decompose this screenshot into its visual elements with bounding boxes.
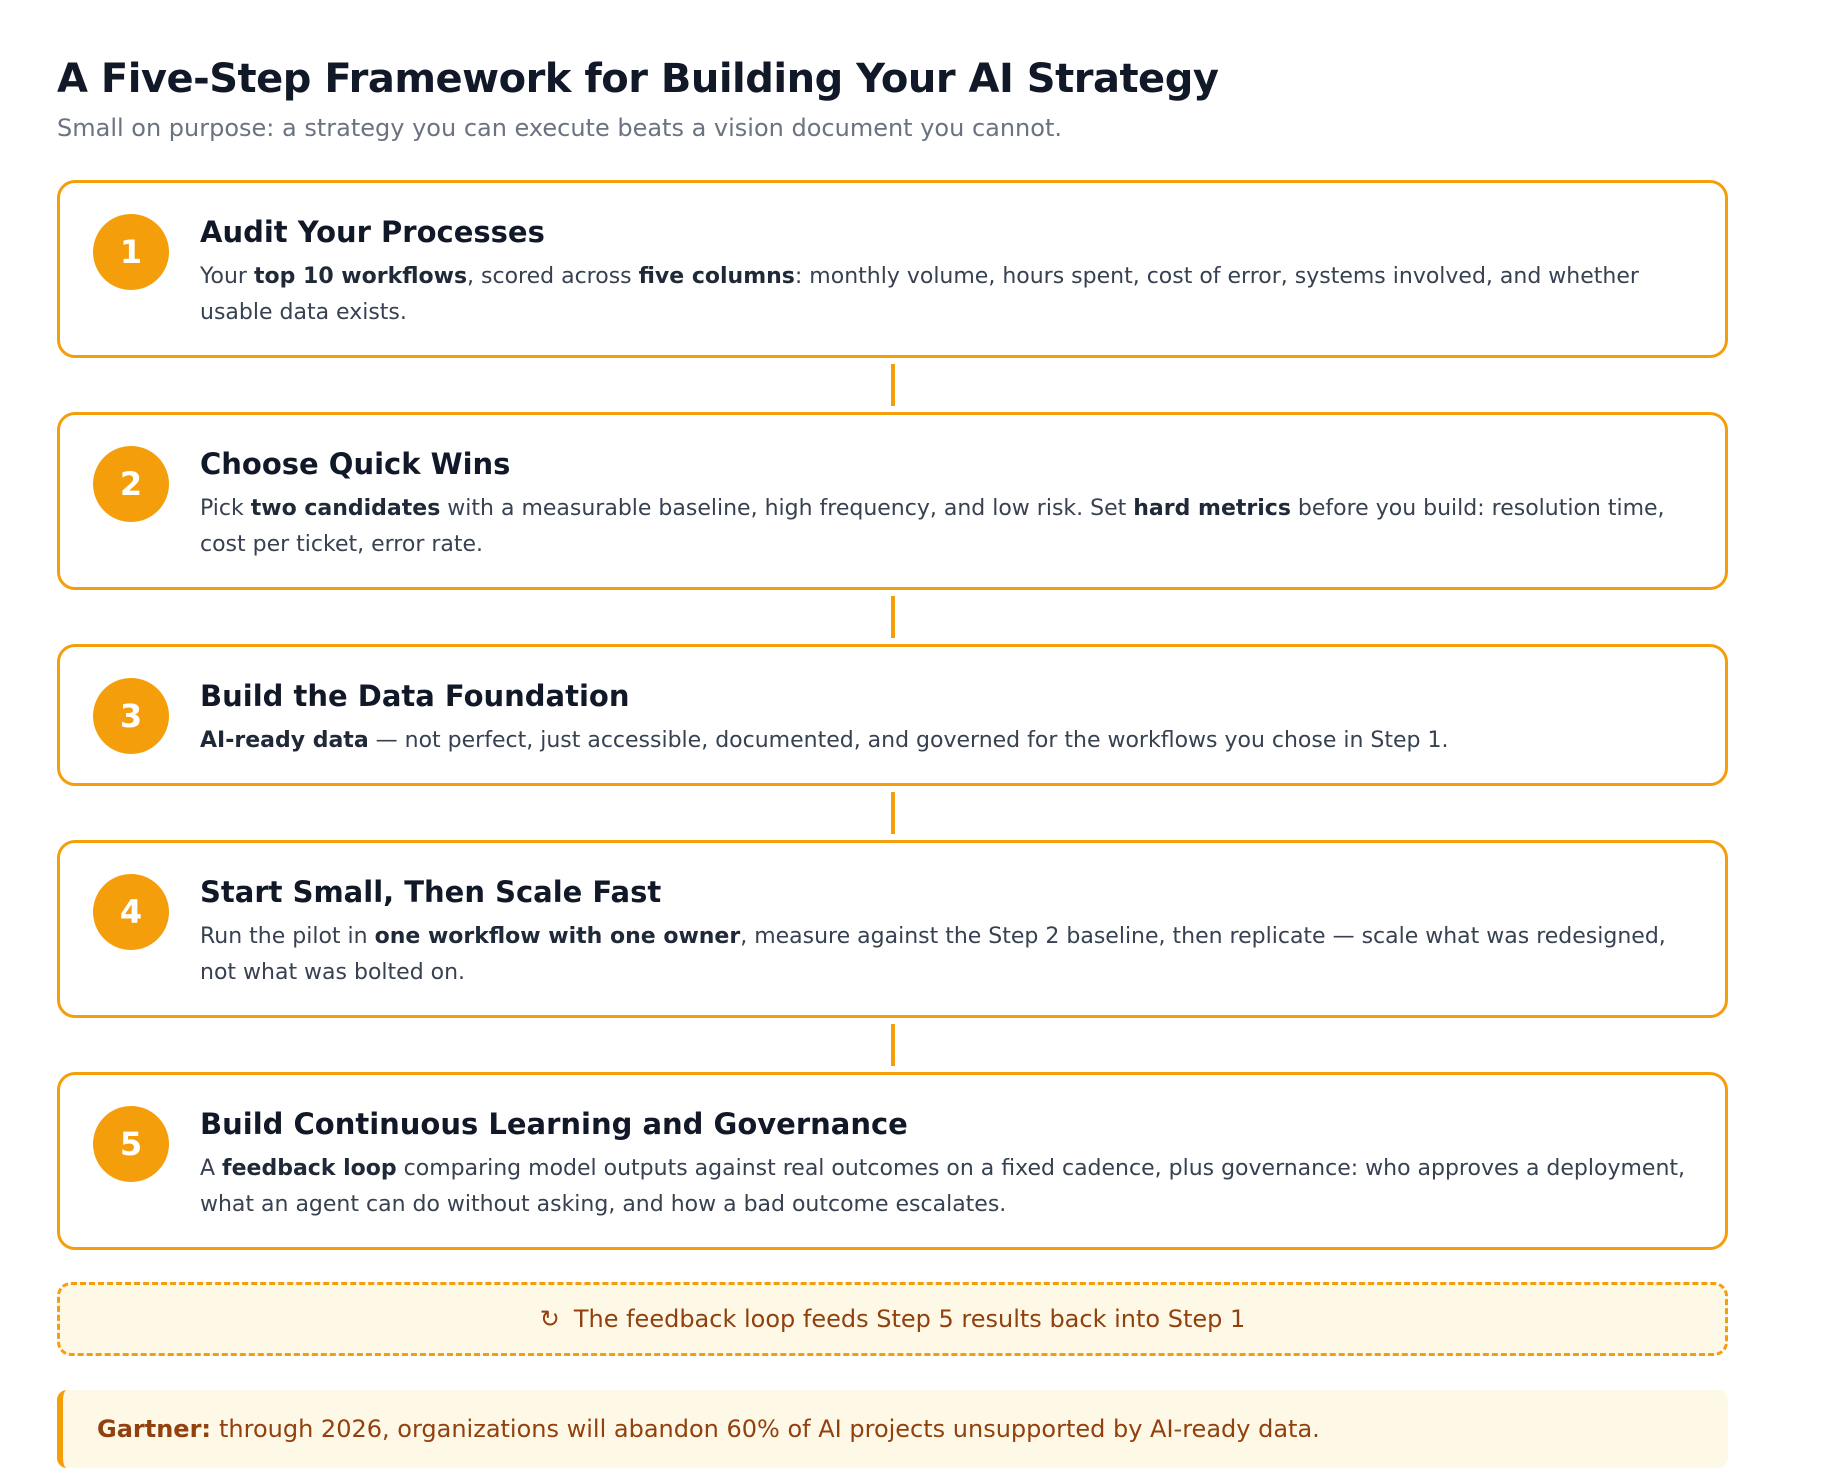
page-title: A Five-Step Framework for Building Your AI Strategy <box>57 56 1219 102</box>
description-text: A <box>200 1156 223 1181</box>
emphasis-text: five columns <box>638 264 795 289</box>
step-title: Build Continuous Learning and Governance <box>200 1107 908 1141</box>
feedback-loop-note <box>57 1282 1728 1356</box>
step-connector <box>891 596 895 638</box>
description-text: , scored across <box>467 264 639 289</box>
description-text: : monthly volume, hours spent, cost of error, systems involved, and whether usable data exists. <box>200 264 1639 325</box>
emphasis-text: top 10 workflows <box>253 264 468 289</box>
step-card-1 <box>57 180 1728 358</box>
step-description <box>200 259 1700 331</box>
emphasis-text: hard metrics <box>1133 496 1291 521</box>
step-title: Audit Your Processes <box>200 215 545 249</box>
emphasis-text: one workflow with one owner <box>374 924 741 949</box>
step-number-badge: 5 <box>93 1106 169 1182</box>
refresh-icon: ↻ <box>539 1305 560 1333</box>
step-card-5 <box>57 1072 1728 1250</box>
emphasis-text: AI-ready data <box>200 728 369 753</box>
emphasis-text: feedback loop <box>222 1156 397 1181</box>
step-title: Choose Quick Wins <box>200 447 511 481</box>
step-number-badge: 3 <box>93 678 169 754</box>
step-title: Start Small, Then Scale Fast <box>200 875 662 909</box>
emphasis-text: two candidates <box>250 496 441 521</box>
description-text: before you build: resolution time, cost per ticket, error rate. <box>200 496 1665 557</box>
step-card-4 <box>57 840 1728 1018</box>
page-subtitle: Small on purpose: a strategy you can execute beats a vision document you cannot. <box>57 114 1062 142</box>
callout-text: through 2026, organizations will abandon 60% of AI projects unsupported by AI-ready data. <box>219 1415 1320 1443</box>
description-text: Run the pilot in <box>200 924 375 949</box>
step-description <box>200 723 1700 759</box>
step-description <box>200 491 1700 563</box>
gartner-callout <box>57 1390 1728 1468</box>
description-text: Your <box>200 264 254 289</box>
step-number-badge: 4 <box>93 874 169 950</box>
steps-list <box>57 180 1728 1250</box>
description-text: comparing model outputs against real outcomes on a fixed cadence, plus governance: who approves a deployment, what an agent can do without asking, and how a bad outcome escalates. <box>200 1156 1686 1217</box>
description-text: with a measurable baseline, high frequency, and low risk. Set <box>440 496 1134 521</box>
step-card-2 <box>57 412 1728 590</box>
step-description <box>200 919 1700 991</box>
description-text: , measure against the Step 2 baseline, then replicate — scale what was redesigned, not what was bolted on. <box>200 924 1666 985</box>
step-connector <box>891 364 895 406</box>
step-number-badge: 2 <box>93 446 169 522</box>
step-description <box>200 1151 1700 1223</box>
step-number-badge: 1 <box>93 214 169 290</box>
step-card-3 <box>57 644 1728 786</box>
callout-label: Gartner: <box>97 1415 211 1443</box>
description-text: Pick <box>200 496 251 521</box>
description-text: — not perfect, just accessible, documented, and governed for the workflows you chose in Step 1. <box>368 728 1449 753</box>
step-connector <box>891 792 895 834</box>
feedback-loop-text: The feedback loop feeds Step 5 results back into Step 1 <box>573 1305 1246 1333</box>
step-title: Build the Data Foundation <box>200 679 630 713</box>
step-connector <box>891 1024 895 1066</box>
